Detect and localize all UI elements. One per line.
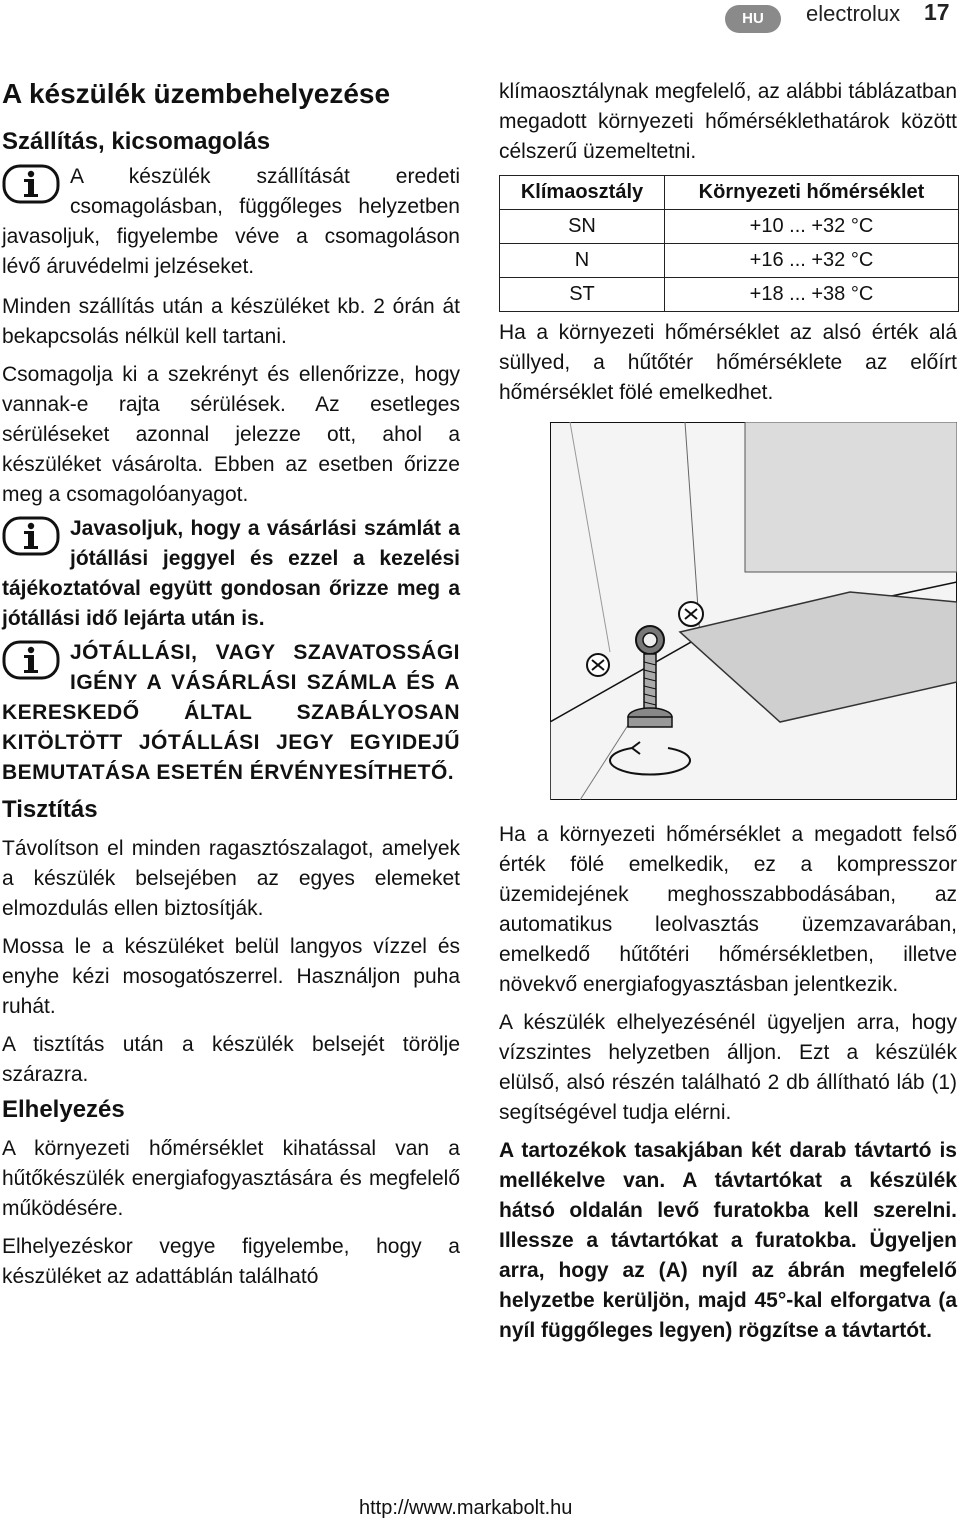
left-column bbox=[2, 74, 460, 1292]
placement-heading: Elhelyezés bbox=[2, 1096, 125, 1123]
paragraph-low-temperature: Ha a környezeti hőmérséklet az alsó érték alá süllyed, a hűtőtér hőmérséklete az előírt hőmérséklet fölé emelkedhet. bbox=[499, 321, 957, 404]
note-invoice-text: Javasoljuk, hogy a vásárlási számlát a jótállási jeggyel és ezzel a kezelési tájékoztatóval együtt gondosan őrizze meg a jótállási idő lejárta után is. bbox=[2, 517, 460, 630]
table-header-row bbox=[500, 176, 959, 210]
table-cell: ST bbox=[500, 278, 665, 312]
climate-class-table bbox=[499, 175, 959, 312]
table-header-cell: Klímaosztály bbox=[500, 176, 665, 210]
table-header-cell: Környezeti hőmérséklet bbox=[665, 176, 959, 210]
table-cell: +10 ... +32 °C bbox=[665, 210, 959, 244]
page-number: 17 bbox=[924, 0, 950, 25]
table-cell: +18 ... +38 °C bbox=[665, 278, 959, 312]
paragraph-spacers: A tartozékok tasakjában két darab távtartó is mellékelve van. A távtartókat a készülék hátsó oldalán levő furatokba kell szerelni. Illessze a távtartókat a furatokba. Ügyeljen arra, hogy az (A) nyíl az ábrán megfelelő helyzetbe kerüljön, majd 45°-kal elforgatva (a nyíl függőleges legyen) rögzítse a távtartót. bbox=[499, 1139, 957, 1342]
paragraph-wash: Mossa le a készüléket belül langyos vízzel és enyhe kézi mosogatószerrel. Használjon puha ruhát. bbox=[2, 935, 460, 1018]
info-icon bbox=[2, 516, 60, 556]
table-cell: N bbox=[500, 244, 665, 278]
table-row bbox=[500, 210, 959, 244]
footer-url: http://www.markabolt.hu bbox=[359, 1497, 573, 1519]
brand-name: electrolux bbox=[806, 1, 901, 26]
paragraph-tape: Távolítson el minden ragasztószalagot, amelyek a készülék belsejében az egyes elemeket elmozdulás ellen biztosítják. bbox=[2, 837, 460, 920]
paragraph-high-temperature: Ha a környezeti hőmérséklet a megadott felső érték fölé emelkedik, ez a kompresszor üzemidejének meghosszabbodásában, az automatikus leolvasztás üzemzavarában, emelkedő hűtőtéri hőmérsékletben, illetve növekvő energiafogyasztásban jelentkezik. bbox=[499, 823, 957, 996]
paragraph-wait: Minden szállítás után a készüléket kb. 2 órán át bekapcsolás nélkül kell tartani. bbox=[2, 295, 460, 348]
table-row bbox=[500, 244, 959, 278]
table-cell: +16 ... +32 °C bbox=[665, 244, 959, 278]
paragraph-rating-plate: Elhelyezéskor vegye figyelembe, hogy a készüléket az adattáblán található bbox=[2, 1235, 460, 1288]
table-row bbox=[500, 278, 959, 312]
paragraph-dry: A tisztítás után a készülék belsejét törölje szárazra. bbox=[2, 1033, 460, 1086]
info-note-warranty bbox=[2, 638, 460, 788]
right-column bbox=[499, 77, 957, 1346]
note-warranty-text: JÓTÁLLÁSI, VAGY SZAVATOSSÁGI IGÉNY A VÁSÁRLÁSI SZÁMLA ÉS A KERESKEDŐ ÁLTAL SZABÁLYOSAN KITÖLTÖTT JÓTÁLLÁSI JEGY EGYIDEJŰ BEMUTATÁSA ESETÉN ÉRVÉNYESÍTHETŐ. bbox=[2, 641, 460, 784]
paragraph-unpack: Csomagolja ki a szekrényt és ellenőrizze, hogy vannak-e rajta sérülések. Az esetleges sérüléseket azonnal jelezze ott, ahol a készüléket vásárolta. Ebben az esetben őrizze meg a csomagolóanyagot. bbox=[2, 363, 460, 506]
page-header bbox=[0, 0, 960, 40]
paragraph-climate-class: klímaosztálynak megfelelő, az alábbi táblázatban megadott környezeti hőmérséklethatárok között célszerű üzemeltetni. bbox=[499, 80, 957, 163]
paragraph-leveling: A készülék elhelyezésénél ügyeljen arra, hogy vízszintes helyzetben álljon. Ezt a készülék elülső, alsó részén található 2 db állítható láb (1) segítségével tudja elérni. bbox=[499, 1011, 957, 1124]
info-note-transport bbox=[2, 162, 460, 282]
table-cell: SN bbox=[500, 210, 665, 244]
transport-heading: Szállítás, kicsomagolás bbox=[2, 128, 271, 155]
paragraph-temperature: A környezeti hőmérséklet kihatással van a hűtőkészülék energiafogyasztására és megfelelő működésére. bbox=[2, 1137, 460, 1220]
info-icon bbox=[2, 640, 60, 680]
info-note-invoice bbox=[2, 514, 460, 634]
section-title: A készülék üzembehelyezése bbox=[2, 78, 391, 109]
adjustable-foot-illustration bbox=[550, 422, 957, 800]
language-badge: HU bbox=[725, 5, 781, 33]
cleaning-heading: Tisztítás bbox=[2, 796, 98, 823]
note-transport-text: A készülék szállítását eredeti csomagolásban, függőleges helyzetben javasoljuk, figyelembe véve a csomagoláson lévő áruvédelmi jelzéseket. bbox=[2, 165, 460, 278]
info-icon bbox=[2, 164, 60, 204]
